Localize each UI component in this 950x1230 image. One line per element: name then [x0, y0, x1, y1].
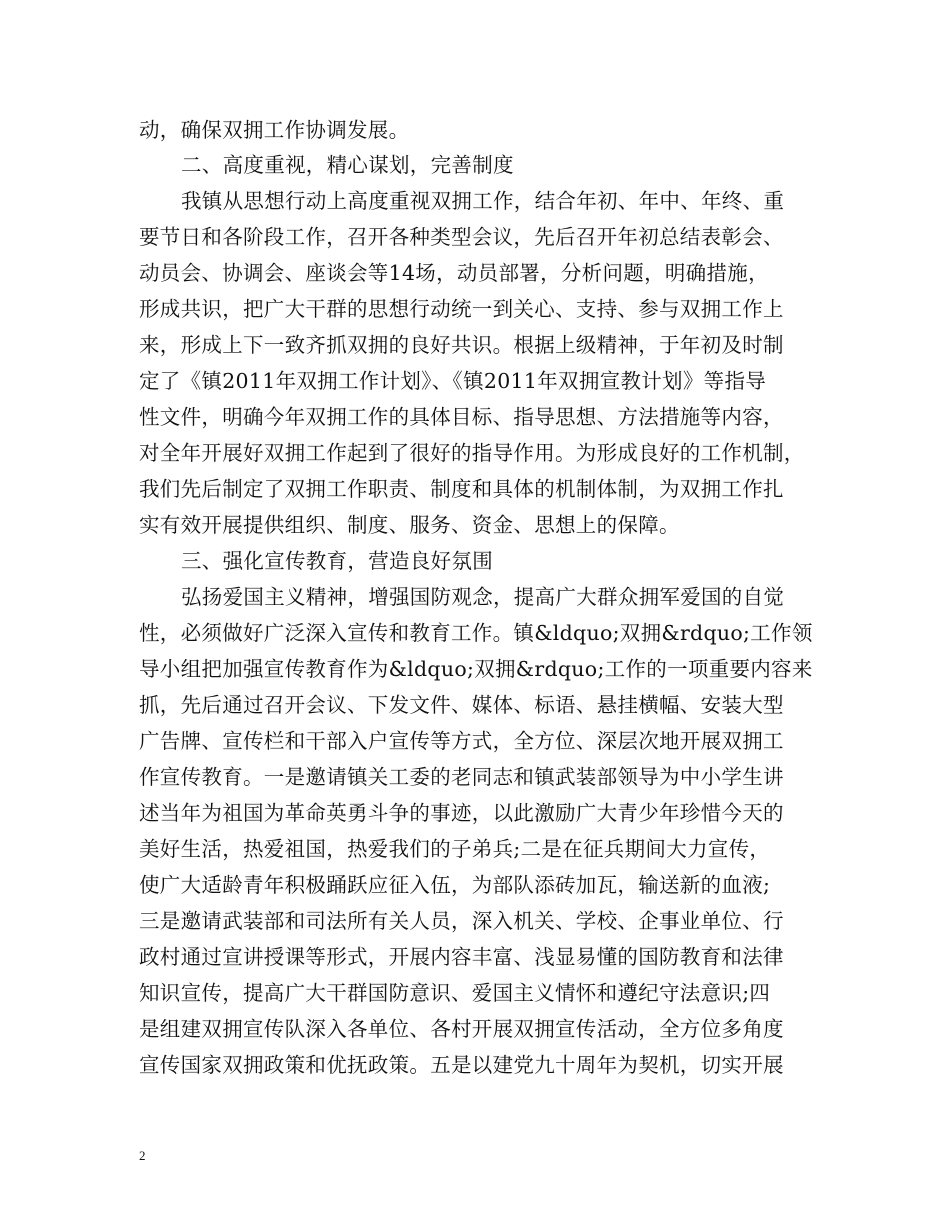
section-heading: 二、高度重视，精心谋划，完善制度 [181, 153, 514, 177]
text-line: 政村通过宣讲授课等形式，开展内容丰富、浅显易懂的国防教育和法律 [139, 945, 784, 969]
text-line: 广告牌、宣传栏和干部入户宣传等方式，全方位、深层次地开展双拥工 [139, 729, 784, 753]
text-line: 要节日和各阶段工作，召开各种类型会议，先后召开年初总结表彰会、 [139, 225, 784, 249]
text-line: 美好生活，热爱祖国，热爱我们的子弟兵;二是在征兵期间大力宣传， [139, 837, 771, 861]
text-line: 性，必须做好广泛深入宣传和教育工作。镇&ldquo;双拥&rdquo;工作领 [139, 621, 813, 645]
text-line: 抓，先后通过召开会议、下发文件、媒体、标语、悬挂横幅、安装大型 [139, 693, 784, 717]
text-line: 弘扬爱国主义精神，增强国防观念，提高广大群众拥军爱国的自觉 [181, 585, 785, 609]
text-line: 述当年为祖国为革命英勇斗争的事迹，以此激励广大青少年珍惜今天的 [139, 801, 784, 825]
text-line: 来，形成上下一致齐抓双拥的良好共识。根据上级精神，于年初及时制 [139, 333, 784, 357]
text-line: 定了《镇2011年双拥工作计划》、《镇2011年双拥宣教计划》等指导 [139, 369, 767, 393]
text-line: 使广大适龄青年积极踊跃应征入伍，为部队添砖加瓦，输送新的血液; [139, 873, 771, 897]
text-line: 我镇从思想行动上高度重视双拥工作，结合年初、年中、年终、重 [181, 189, 785, 213]
text-line: 导小组把加强宣传教育作为&ldquo;双拥&rdquo;工作的一项重要内容来 [139, 657, 813, 681]
text-line: 是组建双拥宣传队深入各单位、各村开展双拥宣传活动，全方位多角度 [139, 1017, 784, 1041]
text-line: 形成共识，把广大干群的思想行动统一到关心、支持、参与双拥工作上 [139, 297, 784, 321]
text-line: 性文件，明确今年双拥工作的具体目标、指导思想、方法措施等内容， [139, 405, 784, 429]
text-line: 作宣传教育。一是邀请镇关工委的老同志和镇武装部领导为中小学生讲 [139, 765, 784, 789]
text-line: 实有效开展提供组织、制度、服务、资金、思想上的保障。 [139, 513, 680, 537]
text-line: 知识宣传，提高广大干群国防意识、爱国主义情怀和遵纪守法意识;四 [139, 981, 771, 1005]
text-line: 宣传国家双拥政策和优抚政策。五是以建党九十周年为契机，切实开展 [139, 1053, 784, 1077]
text-line: 动员会、协调会、座谈会等14场，动员部署，分析问题，明确措施， [139, 261, 769, 285]
text-line: 对全年开展好双拥工作起到了很好的指导作用。为形成良好的工作机制， [139, 441, 805, 465]
text-line: 三是邀请武装部和司法所有关人员，深入机关、学校、企事业单位、行 [139, 909, 784, 933]
page-number: 2 [139, 1148, 146, 1163]
section-heading: 三、强化宣传教育，营造良好氛围 [181, 549, 493, 573]
text-line: 动，确保双拥工作协调发展。 [139, 118, 410, 142]
text-line: 我们先后制定了双拥工作职责、制度和具体的机制体制，为双拥工作扎 [139, 477, 784, 501]
